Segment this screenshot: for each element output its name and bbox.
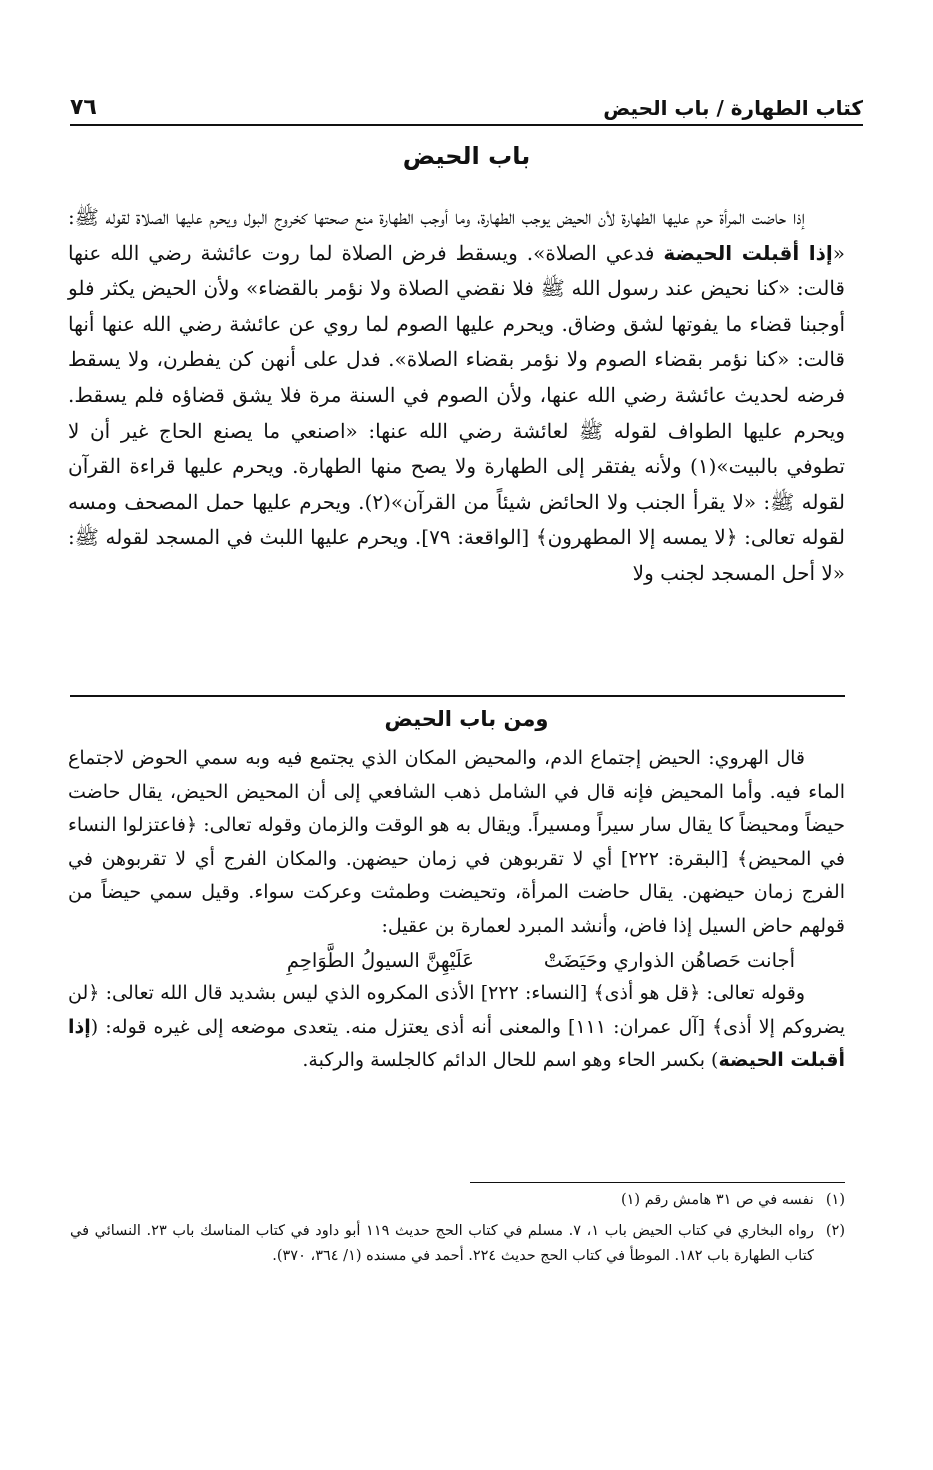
footnote-mark: (١) — [825, 1192, 845, 1208]
section-divider — [70, 695, 845, 697]
footnote-rule — [470, 1182, 845, 1183]
running-head-title: كتاب الطهارة / باب الحيض — [603, 96, 863, 120]
running-head — [70, 88, 863, 126]
footnote-text: نفسه في ص ٣١ هامش رقم (١) — [620, 1192, 814, 1208]
commentary-paragraph-2 — [68, 977, 845, 1078]
footnotes — [70, 1188, 845, 1275]
main-text-part-2: فدعي الصلاة». ويسقط فرض الصلاة لما روت عائشة رضي الله عنها قالت: «كنا نحيض عند رسول الله ﷺ فلا نقضي الصلاة ولا نؤمر بالقضاء» ولأن الحيض يكثر فلو أوجبنا قضاء ما يفوتها لشق وضاق. ويحرم عليها الصوم لما روي عن عائشة رضي الله عنها أنها قالت: «كنا نؤمر بقضاء الصوم ولا نؤمر بقضاء الصلاة». فدل على أنهن كن يفطرن، ولا يسقط فرضه لحديث عائشة رضي الله عنها، ولأن الصوم في السنة مرة فلا يشق قضاؤه فلم يسقط. ويحرم عليها الطواف لقوله ﷺ لعائشة رضي الله عنها: «اصنعي ما يصنع الحاج غير أن لا تطوفي بالبيت»(١) ولأنه يفتقر إلى الطهارة ولا يصح منها الطهارة. ويحرم عليها قراءة القرآن لقوله ﷺ: «لا يقرأ الجنب ولا الحائض شيئاً من القرآن»(٢). ويحرم عليها حمل المصحف ومسه لقوله تعالى: ﴿لا يمسه إلا المطهرون﴾ [الواقعة: ٧٩]. ويحرم عليها اللبث في المسجد لقوله ﷺ: «لا أحل المسجد لجنب ولا — [68, 240, 846, 585]
commentary-paragraph-1: قال الهروي: الحيض إجتماع الدم، والمحيض المكان الذي يجتمع فيه وبه سمي الحوض لاجتماع الماء فيه. وأما المحيض فإنه قال في الشامل ذهب الشافعي إلى أن المحيض الحيض، يقال حاضت حيضاً ومحيضاً كا يقال سار سيراً ومسيراً. ويقال به هو الوقت والزمان وقوله تعالى: ﴿فاعتزلوا النساء في المحيض﴾ [البقرة: ٢٢٢] أي لا تقربوهن في زمان حيضهن. والمكان الفرج أي لا تقربوهن في الفرج زمان حيضهن. يقال حاضت المرأة، وتحيضت وطمثت وعركت سواء. وقيل سمي حيضاً من قولهم حاض السيل إذا فاض، وأنشد المبرد لعمارة بن عقيل: — [68, 747, 845, 937]
footnote-mark: (٢) — [825, 1223, 845, 1239]
hadith-bold: إذا أقبلت الحيضة — [663, 240, 833, 265]
verse-first-hemistich: أجانت حَصاهُن الذواري وحَيَضَتْ — [543, 948, 795, 972]
footnote-text: رواه البخاري في كتاب الحيض باب ١، ٧. مسلم في كتاب الحج حديث ١١٩ أبو داود في كتاب المناسك باب ٢٣. النسائي في كتاب الطهارة باب ١٨٢. الموطأ في كتاب الحج حديث ٢٢٤. أحمد في مسنده (١/ ٣٦٤، ٣٧٠). — [70, 1223, 814, 1264]
verse-second-hemistich: عَلَيْهِنَّ السيولُ الطَّوَاحِمِ — [286, 948, 474, 972]
commentary-p2-end: ) بكسر الحاء وهو اسم للحال الدائم كالجلسة والركبة. — [302, 1049, 719, 1072]
footnote — [70, 1219, 845, 1269]
poetry-verse — [68, 944, 845, 978]
commentary-p2-start: وقوله تعالى: ﴿قل هو أذى﴾ [النساء: ٢٢٢] الأذى المكروه الذي ليس بشديد قال الله تعالى: ﴿لن يضروكم إلا أذى﴾ [آل عمران: ١١١] والمعنى أنه أذى يعتزل منه. يتعدى موضعه إلى غيره قوله: ( — [68, 982, 846, 1038]
commentary-bold-term: إذا أقبلت الحيضة — [68, 1015, 845, 1072]
main-text-part-1: إذا حاضت المرأة حرم عليها الطهارة لأن الحيض يوجب الطهارة، وما أوجب الطهارة منع صحتها كخروج البول ويحرم عليها الصلاة لقوله ﷺ: « — [68, 205, 845, 265]
main-text — [68, 200, 845, 592]
chapter-title: باب الحيض — [402, 142, 531, 170]
page-number: ٧٦ — [70, 95, 97, 120]
commentary-title: ومن باب الحيض — [384, 707, 549, 731]
footnote — [70, 1188, 845, 1213]
main-paragraph — [68, 200, 845, 592]
commentary-text — [68, 742, 845, 1078]
